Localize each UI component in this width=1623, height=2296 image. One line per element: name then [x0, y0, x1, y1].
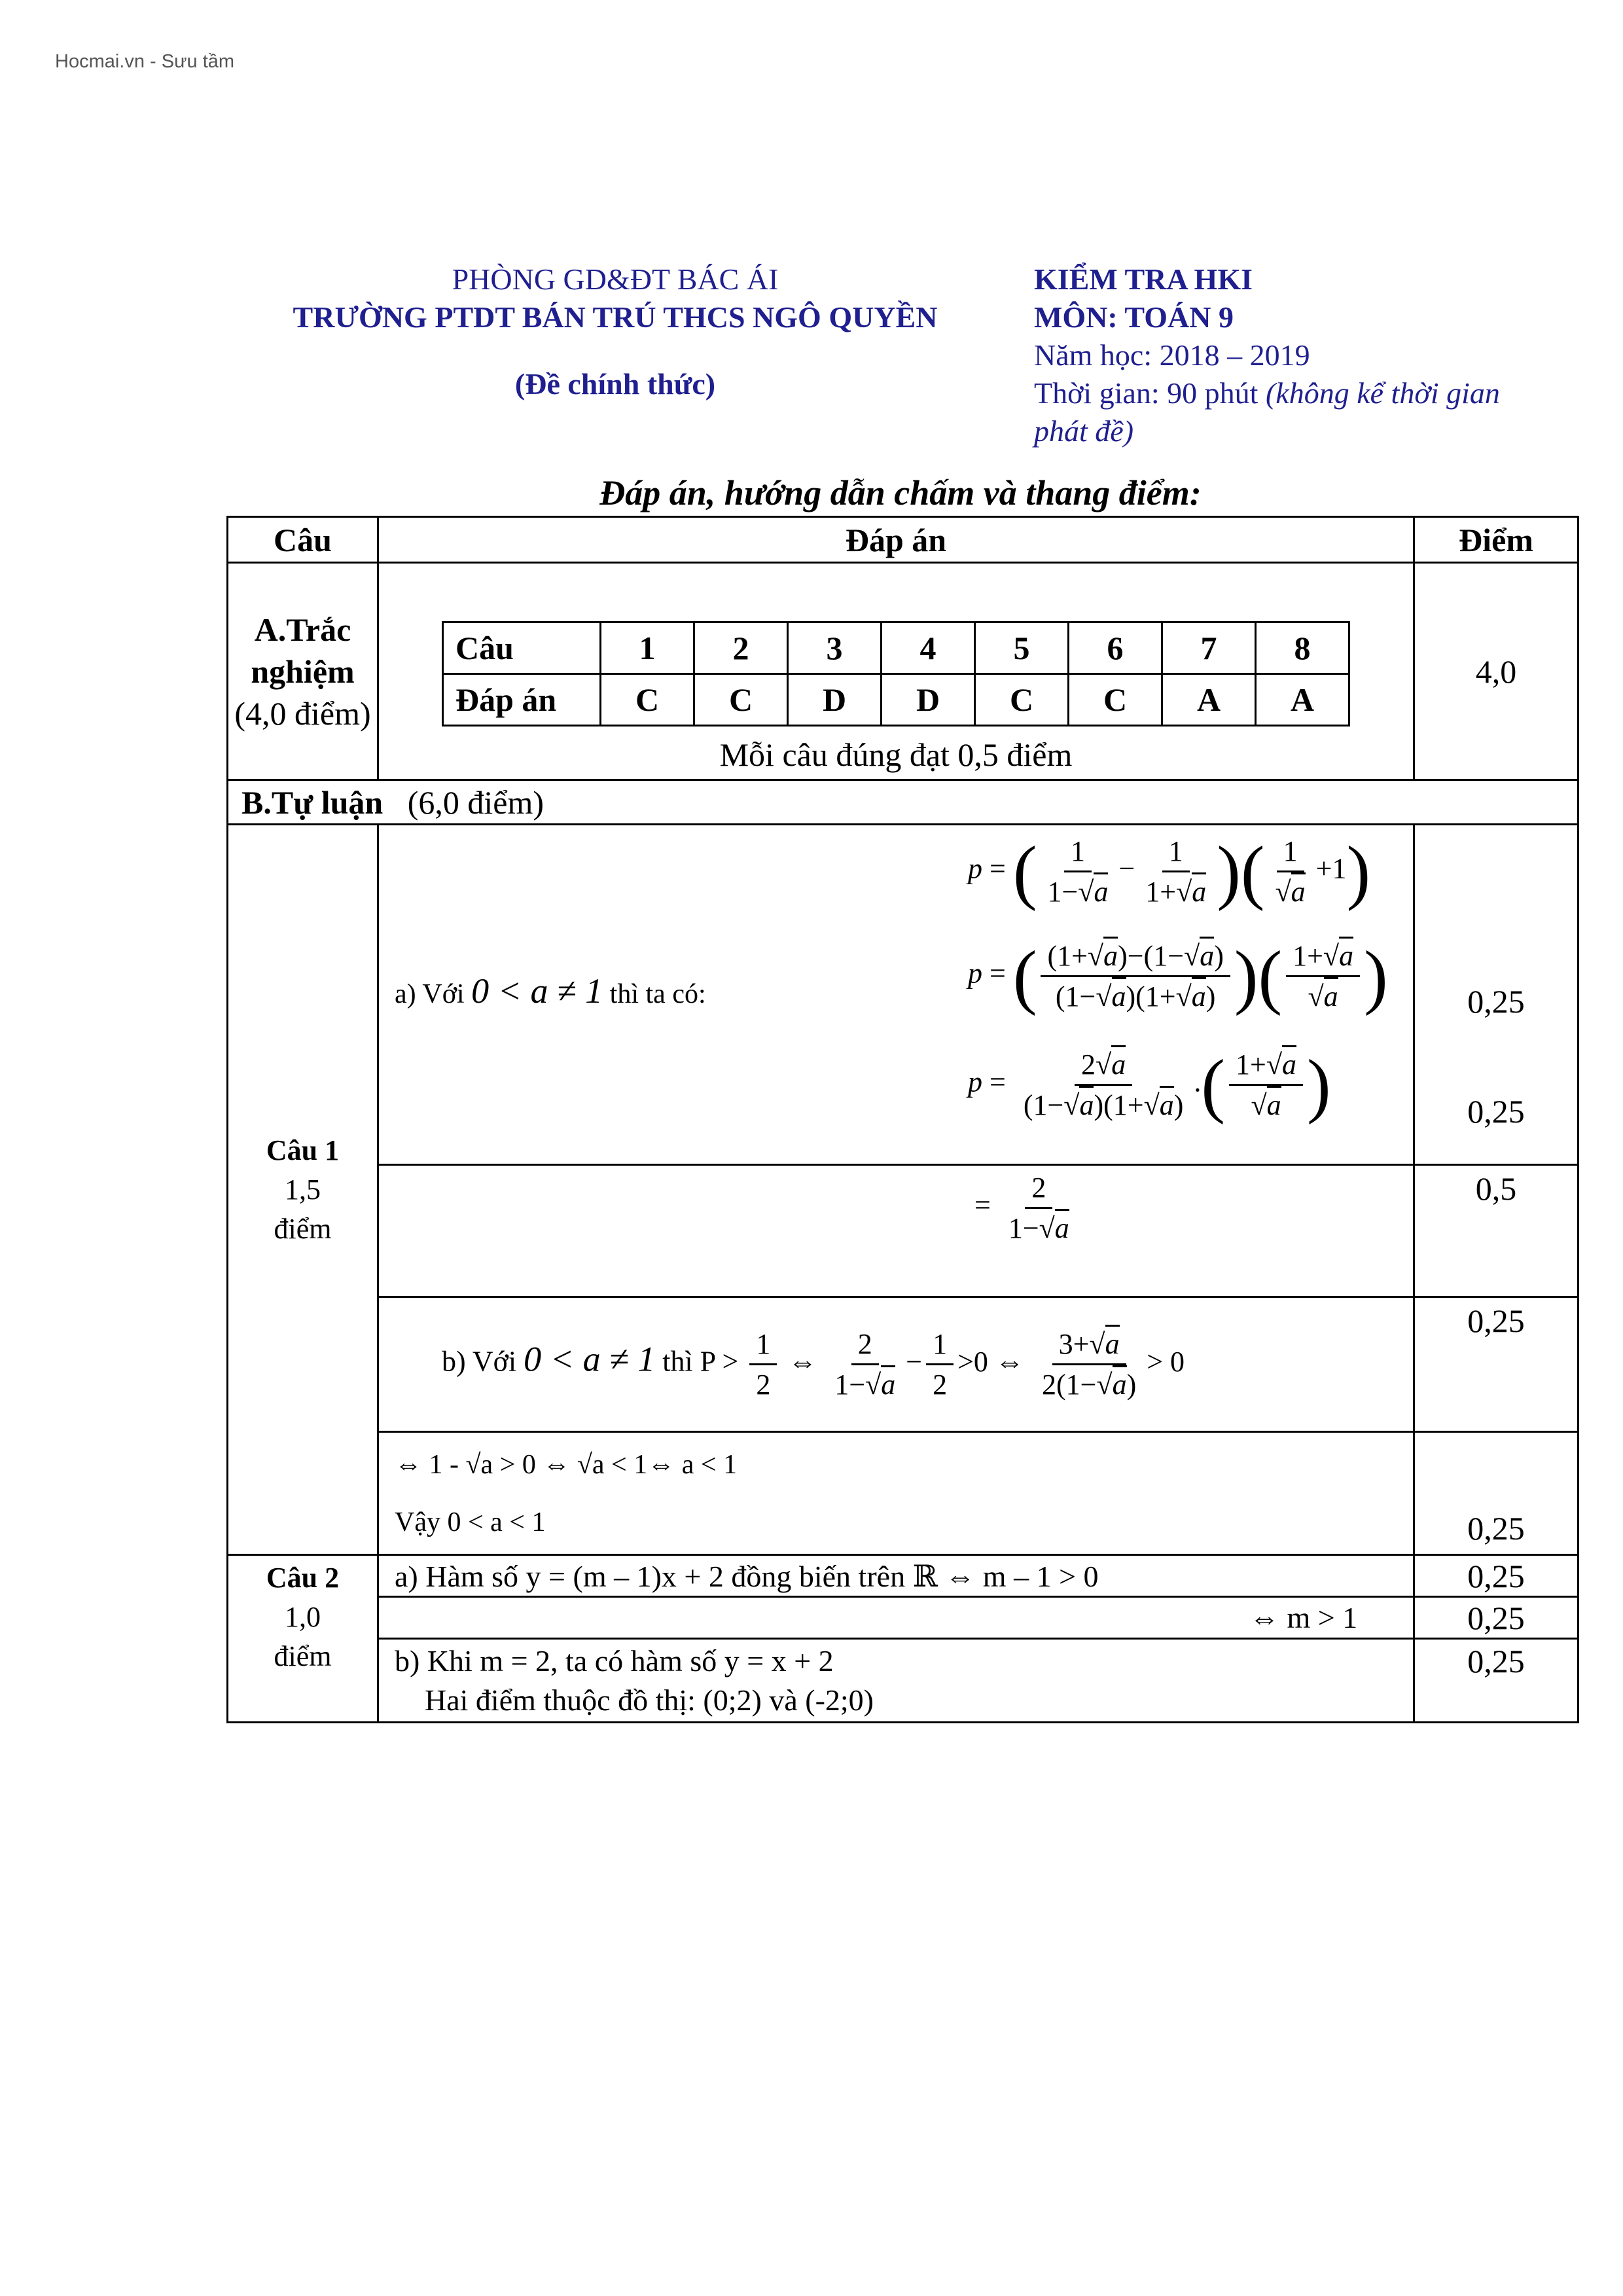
part-a-score: 4,0	[1414, 563, 1578, 780]
cau1-step1: p = ( $\frac{1}{1-√a}$ − $\frac{1}{1+√a}$ )( $\frac{1}{√a}$ +1)	[968, 831, 1371, 912]
mc-scoring-note: Mỗi câu đúng đạt 0,5 điểm	[719, 736, 1073, 773]
cau1-a-intro: a) Với 0 < a ≠ 1 thì ta có:	[395, 971, 706, 1011]
cau1-score-b2: 0,25	[1414, 1432, 1578, 1555]
mc-answer: C	[975, 674, 1069, 726]
mc-answer: C	[601, 674, 694, 726]
mc-answer: C	[694, 674, 788, 726]
watermark: Hocmai.vn - Sưu tầm	[55, 51, 235, 72]
mc-question: 3	[788, 622, 882, 674]
cau2-score-b: 0,25	[1414, 1639, 1578, 1723]
cau2-score-a2: 0,25	[1414, 1597, 1578, 1639]
answer-key-table	[226, 516, 1579, 1723]
col-header-cau: Câu	[228, 517, 378, 563]
mc-question: 8	[1256, 622, 1349, 674]
part-b-header: B.Tự luận (6,0 điểm)	[228, 780, 1578, 825]
cau1-step3: p = $\frac{2√a}{(1-√a)(1+√a)}$ .( $\frac{1+√a}{√a}$ )	[968, 1045, 1331, 1125]
cau1-b-line2: Vậy 0 < a < 1	[395, 1507, 546, 1537]
school-year: Năm học: 2018 – 2019	[1034, 338, 1310, 372]
mc-answer: A	[1256, 674, 1349, 726]
mc-answer: D	[882, 674, 975, 726]
subject-name: MÔN: TOÁN 9	[1034, 300, 1234, 334]
cau2-score-a1: 0,25	[1414, 1555, 1578, 1597]
mc-question: 6	[1069, 622, 1162, 674]
mc-header-label: Câu	[443, 622, 601, 674]
part-a-label: A.Trắc nghiệm (4,0 điểm)	[228, 563, 378, 780]
cau1-a-solution	[378, 825, 1414, 1165]
dept-name: PHÒNG GD&ĐT BÁC ÁI	[452, 262, 779, 296]
mc-answer-label: Đáp án	[443, 674, 601, 726]
cau1-step2: p = ( $\frac{(1+√a)-(1-√a)}{(1-√a)(1+√a)}$ )( $\frac{1+√a}{√a}$ )	[968, 936, 1388, 1016]
cau1-label: Câu 1 1,5 điểm	[228, 825, 378, 1555]
mc-question: 2	[694, 622, 788, 674]
col-header-diem: Điểm	[1414, 517, 1578, 563]
mc-question: 1	[601, 622, 694, 674]
mc-question: 5	[975, 622, 1069, 674]
school-name: TRƯỜNG PTDT BÁN TRÚ THCS NGÔ QUYỀN	[293, 300, 938, 334]
exam-name: KIỂM TRA HKI	[1034, 262, 1253, 296]
mc-answer: C	[1069, 674, 1162, 726]
mc-question: 7	[1162, 622, 1256, 674]
official-label: (Đề chính thức)	[514, 367, 716, 401]
part-a-content	[378, 563, 1414, 780]
cau1-b-solution: b) Với 0 < a ≠ 1 thì P > $\frac{1}{2}$ ⇔ $\frac{2}{1-√a}$ − $\frac{1}{2}$ >0 ⇔ $\frac{3+√a}{2(1-√a)}$ > 0	[378, 1297, 1414, 1432]
cau2-b-solution: b) Khi m = 2, ta có hàm số y = x + 2 Hai điểm thuộc đồ thị: (0;2) và (-2;0)	[378, 1639, 1414, 1723]
cau1-b-conclusion	[378, 1432, 1414, 1555]
mc-answer: D	[788, 674, 882, 726]
exam-time: Thời gian: 90 phút (không kể thời gian phát đề)	[1034, 376, 1500, 448]
cau2-label: Câu 2 1,0 điểm	[228, 1555, 378, 1723]
mc-answer-table	[442, 621, 1350, 726]
cau1-a-scores: 0,25 0,25	[1414, 825, 1578, 1165]
header-right	[1034, 260, 1531, 450]
cau1-b-line1: ⇔ 1 - √a > 0 ⇔ √a < 1⇔ a < 1	[395, 1449, 738, 1480]
answer-key-title: Đáp án, hướng dẫn chấm và thang điểm:	[599, 473, 1202, 512]
header-left	[183, 260, 1047, 403]
col-header-dap-an: Đáp án	[378, 517, 1414, 563]
cau1-score-b1: 0,25	[1414, 1297, 1578, 1432]
mc-question: 4	[882, 622, 975, 674]
cau2-a-line1: a) Hàm số y = (m – 1)x + 2 đồng biến trên ℝ ⇔ m – 1 > 0	[378, 1555, 1414, 1597]
cau1-simplified: = $\frac{2}{1-√a}$	[378, 1165, 1414, 1297]
cau2-a-line2: ⇔ m > 1	[378, 1597, 1414, 1639]
mc-answer: A	[1162, 674, 1256, 726]
cau1-score-simplified: 0,5	[1414, 1165, 1578, 1297]
